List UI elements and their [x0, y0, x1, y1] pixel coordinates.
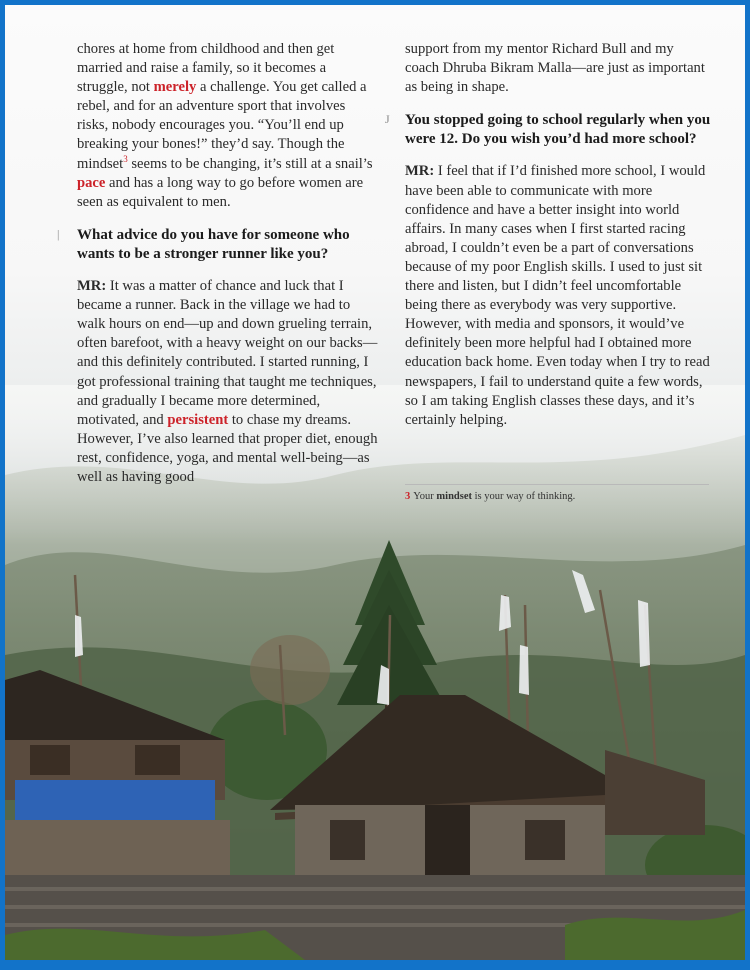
- vocab-word-pace: pace: [77, 174, 106, 191]
- interview-answer: [405, 162, 711, 429]
- text-run: and has a long way to go before women are seen as equivalent to men.: [77, 174, 364, 210]
- text-run: a challenge. You get called a rebel, and for an adventure sport that involves risks, nobody encourages you. “You’ll end up breaking your bones!” they’d say. Though the mindset: [77, 79, 367, 172]
- footnote-term: mindset: [436, 491, 472, 502]
- text-run: I feel that if I’d finished more school, I would have been able to communicate with more confidence and have a better insight into world affairs. In many cases when I first started racing abroad, I couldn’t even be a part of conversations because of my poor English skills. I used to just sit there and listen, but I didn’t feel uncomfortable being there as everybody was very supportive. However, with media and sponsors, it would’ve definitely been more helpful had I obtained more education back home. Even today when I try to read newspapers, I fail to understand quite a few words, so I am taking English classes these days, and it’s certainly helping.: [405, 163, 710, 428]
- interview-question: [385, 111, 711, 149]
- speaker-label: MR:: [405, 163, 435, 180]
- text-run: It was a matter of chance and luck that I became a runner. Back in the village we had to walk hours on end—up and down grueling terrain, often barefoot, with a heavy weight on our backs—and this definitely contributed. I started running, I got professional training that taught me techniques, and gradually I became more determined, motivated, and: [77, 278, 378, 428]
- audio-marker-icon: |: [57, 226, 60, 241]
- footnote-ref: 3: [123, 153, 128, 164]
- interview-answer: [77, 277, 379, 487]
- vocab-word-persistent: persistent: [167, 411, 229, 428]
- paragraph-continuation: [77, 40, 379, 212]
- left-column: [57, 40, 379, 501]
- text-run: is your way of thinking.: [472, 491, 576, 502]
- text-run: seems to be changing, it’s still at a snail’s: [127, 155, 373, 172]
- text-run: Your: [413, 491, 437, 502]
- text-run: chores at home from childhood and then get married and raise a family, so it becomes a struggle, not: [77, 41, 335, 96]
- footnote-number: 3: [405, 491, 411, 502]
- right-column: [385, 40, 711, 444]
- paragraph-continuation: support from my mentor Richard Bull and my coach Dhruba Bikram Malla—are just as important as being in shape.: [405, 41, 705, 96]
- interview-question: [57, 226, 379, 264]
- speaker-label: MR:: [77, 278, 107, 295]
- question-text: What advice do you have for someone who wants to be a stronger runner like you?: [77, 226, 350, 262]
- text-run: to chase my dreams. However, I’ve also learned that proper diet, enough rest, confidence, yoga, and mental well-being—as well as having good: [77, 411, 378, 485]
- question-text: You stopped going to school regularly when you were 12. Do you wish you’d had more school?: [405, 112, 711, 148]
- footnote-divider: [405, 484, 709, 485]
- footnote: [405, 490, 709, 503]
- vocab-word-merely: merely: [153, 79, 197, 96]
- textbook-page: [5, 5, 745, 960]
- audio-marker-icon: J: [385, 112, 390, 127]
